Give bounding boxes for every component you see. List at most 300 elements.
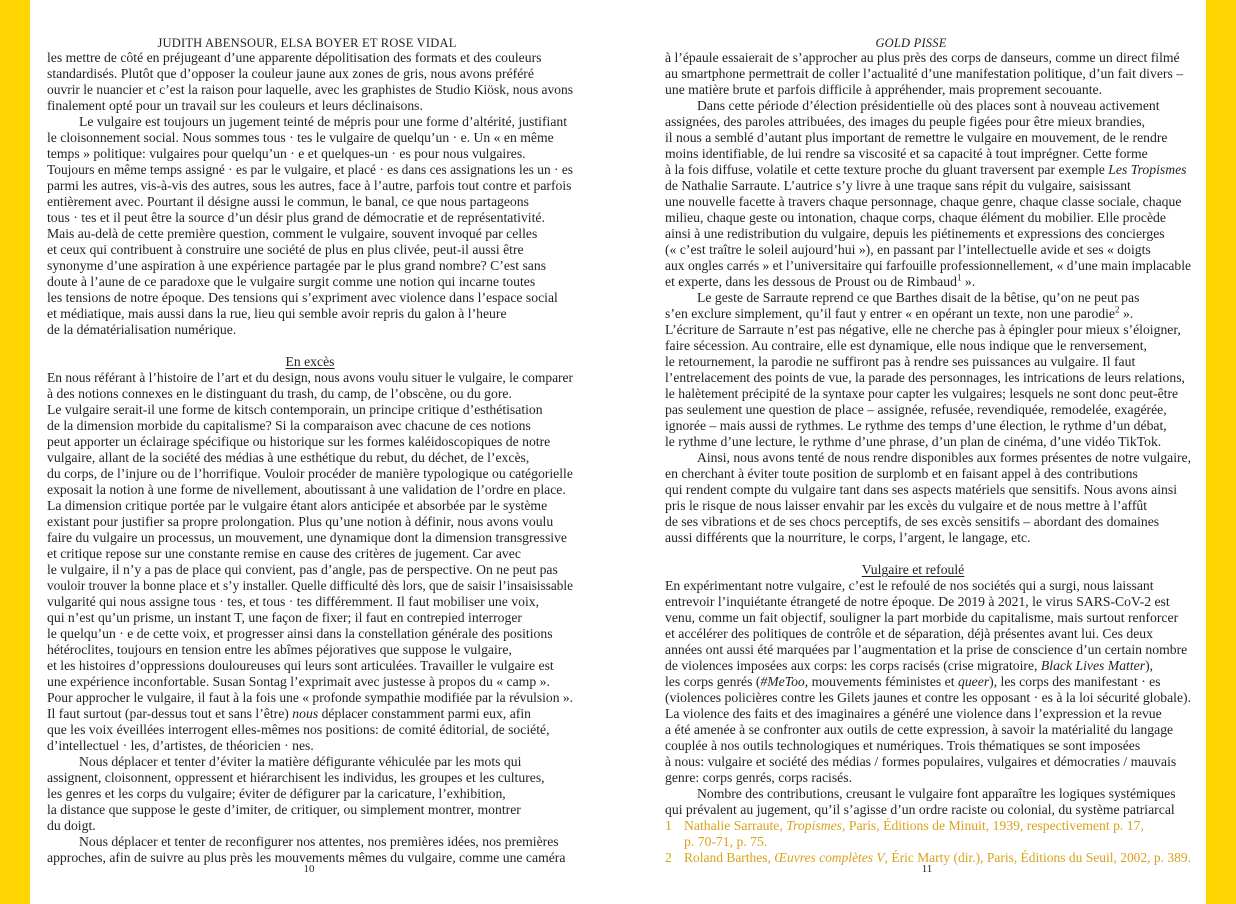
text-run: Le vulgaire est toujours un jugement teinté de mépris pour une forme d’altérité, justifiant [79, 114, 568, 129]
text-run: temps » politique: vulgaires pour quelqu’un · e et quelques-un · es pour nous vulgaires. [47, 146, 526, 161]
text-line [47, 210, 573, 226]
text-line [665, 162, 1191, 178]
text-run: Il faut surtout (par-dessus tout et sans l’être) [47, 706, 293, 721]
text-line-content [697, 290, 1139, 306]
text-line-content [47, 226, 537, 242]
text-line-content [665, 482, 1177, 498]
text-line [665, 226, 1191, 242]
text-line [47, 258, 573, 274]
italic-text-run: Black Lives Matter [1040, 658, 1146, 673]
text-run: vulgarité qui nous assigne tous · tes, et tous · tes différemment. Il faut mobiliser une voix, [47, 594, 540, 609]
text-line-content [665, 322, 1181, 338]
text-line [665, 642, 1191, 658]
text-run: Mais au-delà de cette première question, comment le vulgaire, souvent invoqué par celles [47, 226, 538, 241]
text-line [665, 450, 1191, 466]
text-run: le vulgaire, il n’y a pas de place qui convient, pas d’angle, pas de perspective. On ne peut pas [47, 562, 558, 577]
text-line-content [47, 818, 96, 834]
text-line-content [665, 114, 1145, 130]
text-line-content [47, 466, 573, 482]
text-line-content [665, 498, 1147, 514]
text-run: ), [1145, 658, 1154, 673]
text-line-content [47, 578, 573, 594]
text-line [47, 402, 573, 418]
text-line-content [697, 98, 1160, 114]
text-line [684, 834, 1191, 850]
text-line [665, 594, 1191, 610]
text-line [665, 706, 1191, 722]
text-run: le cloisonnement social. Nous sommes tous · tes le vulgaire de quelqu’un · e. Un « en même [47, 130, 554, 145]
text-run: approches, afin de suivre au plus près les mouvements mêmes du vulgaire, comme une caméra [47, 850, 566, 865]
text-line [47, 530, 573, 546]
text-line-content [47, 194, 529, 210]
paragraph [47, 754, 573, 834]
text-run: et médiatique, mais aussi dans la rue, lieu qui semble avoir repris du galon à l’heure [47, 306, 507, 321]
paragraph [47, 114, 573, 338]
text-run: le rythme d’une lecture, le rythme d’une phrase, d’un plan de cinéma, d’une vidéo TikTok. [665, 434, 1162, 449]
text-run: assignées, des paroles attribuées, des images du peuple figées pour être mieux brandies, [665, 114, 1146, 129]
text-run: assignent, cloisonnent, oppressent et hiérarchisent les individus, les groupes et les cultures, [47, 770, 545, 785]
text-line [47, 114, 573, 130]
text-line-content [665, 594, 1170, 610]
text-line [665, 418, 1191, 434]
text-line [665, 610, 1191, 626]
text-run: En nous référant à l’histoire de l’art et du design, nous avons voulu situer le vulgaire, le comparer [47, 370, 573, 385]
text-line-content [665, 530, 1031, 546]
right-running-head: GOLD PISSE [875, 36, 947, 50]
text-line [665, 754, 1191, 770]
text-line-content [47, 642, 512, 658]
text-line [47, 226, 573, 242]
text-run: ». [961, 274, 976, 289]
text-line [47, 82, 573, 98]
text-line-content [665, 402, 1167, 418]
footnotes [665, 818, 1191, 866]
text-line-content [665, 194, 1181, 210]
text-run: à des notions connexes en le distinguant du trash, du camp, de l’obscène, ou du gore. [47, 386, 512, 401]
text-line-content [665, 690, 1191, 706]
text-run: faire sécession. Au contraire, elle est dynamique, elle nous indique que le renversement, [665, 338, 1147, 353]
italic-text-run: Œuvres complètes V [774, 850, 885, 865]
text-line [665, 66, 1191, 82]
paragraph [665, 50, 1191, 98]
text-section [47, 50, 573, 338]
text-run: les corps genrés ( [665, 674, 761, 689]
text-line-content [47, 418, 531, 434]
text-run: pas seulement une question de place – assignée, refusée, revendiquée, remodelée, exagérée, [665, 402, 1167, 417]
text-line-content [665, 274, 975, 290]
text-line [665, 722, 1191, 738]
paragraph [665, 290, 1191, 450]
text-run: ), les corps des manifestant · es [989, 674, 1161, 689]
text-run: qui prévalent au jugement, qu’il s’agisse d’un ordre raciste ou colonial, du système patriarcal [665, 802, 1175, 817]
text-run: La dimension critique portée par le vulgaire étant alors anticipée et absorbée par le système [47, 498, 548, 513]
text-line-content [47, 322, 236, 338]
text-run: Dans cette période d’élection présidentielle où des places sont à nouveau activement [697, 98, 1160, 113]
text-line-content [47, 178, 572, 194]
text-line-content [47, 706, 531, 722]
text-run: ouvrir le nuancier et c’est la raison pour laquelle, avec les graphistes de Studio Kiösk, nous avons [47, 82, 573, 97]
text-line [47, 498, 573, 514]
text-line [47, 482, 573, 498]
text-line-content [665, 258, 1191, 274]
text-line-content [665, 466, 1138, 482]
footnote-number: 2 [665, 850, 672, 865]
text-line-content [665, 66, 1183, 82]
right-page-number: 11 [921, 863, 933, 875]
text-line-content [665, 578, 1154, 594]
text-line [47, 130, 573, 146]
text-line-content [47, 690, 573, 706]
right-yellow-page-edge [1206, 0, 1236, 904]
text-run: (« c’est traître le soleil aujourd’hui »), en passant par l’intellectuelle avide et ses « doigts [665, 242, 1151, 257]
text-line-content [665, 434, 1161, 450]
text-line-content [47, 242, 524, 258]
text-line-content [665, 802, 1175, 818]
text-run: le retournement, la parodie ne suffiront pas à rendre ses puissances au vulgaire. Il faut [665, 354, 1136, 369]
text-line-content [47, 370, 573, 386]
text-line-content [665, 386, 1178, 402]
text-line-content [665, 514, 1159, 530]
text-line-content [79, 834, 559, 850]
text-line-content [665, 370, 1185, 386]
text-line-content [47, 530, 567, 546]
right-page-body [665, 50, 1191, 866]
text-line-content [665, 418, 1167, 434]
text-run: de la dématérialisation numérique. [47, 322, 237, 337]
text-run: du corps, de l’injure ou de l’horrifique. Vouloir procéder de manière typologique ou catégorielle [47, 466, 573, 481]
text-line [665, 98, 1191, 114]
text-line-content [47, 306, 507, 322]
text-run: les genres et les corps du vulgaire; éviter de défigurer par la caricature, l’exhibition, [47, 786, 506, 801]
text-line [665, 530, 1191, 546]
text-line-content [79, 114, 567, 130]
text-line-content [665, 210, 1166, 226]
text-line [47, 418, 573, 434]
text-line [47, 818, 573, 834]
text-run: au smartphone permettrait de coller l’actualité d’une manifestation politique, d’un fait divers – [665, 66, 1184, 81]
text-run: finalement opté pour un travail sur les couleurs et leurs déclinaisons. [47, 98, 423, 113]
text-line [665, 130, 1191, 146]
text-line-content [665, 242, 1151, 258]
text-line-content [665, 338, 1147, 354]
text-line [665, 674, 1191, 690]
text-line-content [47, 434, 550, 450]
text-line [47, 738, 573, 754]
text-line-content [665, 82, 1102, 98]
text-run: couplée à nos outils technologiques et numériques. Trois thématiques se sont imposées [665, 738, 1141, 753]
text-line [47, 754, 573, 770]
text-run: vulgaire, allant de la société des médias à une esthétique du rebut, du déchet, de l’excès, [47, 450, 530, 465]
text-line-content [684, 818, 1144, 834]
text-line [665, 178, 1191, 194]
section-heading-text: Vulgaire et refoulé [861, 562, 965, 577]
text-line [47, 674, 573, 690]
italic-text-run: queer [957, 674, 990, 689]
text-line-content [665, 754, 1176, 770]
text-run: aux ongles carrés » et l’universitaire qui farfouille professionnellement, « d’une main implacable [665, 258, 1191, 273]
text-line-content [47, 594, 539, 610]
text-run: existant pour justifier sa propre prolongation. Plus qu’une notion à définir, nous avons voulu [47, 514, 554, 529]
text-line [665, 802, 1191, 818]
text-line [665, 274, 1191, 290]
text-line-content [665, 146, 1148, 162]
text-run: le halètement précipité de la syntaxe pour capter les vulgaires; lesquels ne sont donc peut-être [665, 386, 1179, 401]
text-run: hétéroclites, toujours en tension entre les abîmes péjoratives que suppose le vulgaire, [47, 642, 512, 657]
text-run: Roland Barthes, [684, 850, 775, 865]
text-run: L’écriture de Sarraute n’est pas négative, elle ne cherche pas à épingler pour mieux s’éloigner, [665, 322, 1181, 337]
text-line-content [47, 386, 512, 402]
text-line-content [47, 130, 554, 146]
text-line [47, 66, 573, 82]
text-line [665, 498, 1191, 514]
text-line [47, 450, 573, 466]
text-line-content [665, 610, 1178, 626]
text-run: Nous déplacer et tenter de reconfigurer nos attentes, nos premières idées, nos premières [79, 834, 559, 849]
text-line [47, 802, 573, 818]
text-line [665, 658, 1191, 674]
text-line-content [47, 610, 522, 626]
text-line [665, 626, 1191, 642]
text-line [665, 770, 1191, 786]
text-line [47, 274, 573, 290]
text-line-content [47, 514, 553, 530]
text-run: les tensions de notre époque. Des tensions qui s’expriment avec violence dans l’espace social [47, 290, 558, 305]
text-section [47, 354, 573, 866]
text-line-content [697, 450, 1191, 466]
text-line [665, 786, 1191, 802]
text-line [665, 354, 1191, 370]
text-run: et accélérer des politiques de contrôle et de séparation, déjà présentes avant lui. Ces deux [665, 626, 1153, 641]
text-run: ignorée – mais aussi de rythmes. Le rythme des temps d’une élection, le rythme d’un débat, [665, 418, 1167, 433]
text-run: à nous: vulgaire et société des médias / formes populaires, vulgaires et démocraties / mauvais [665, 754, 1177, 769]
text-line [47, 386, 573, 402]
text-run: une matière brute et parfois difficile à appréhender, mais proprement secouante. [665, 82, 1103, 97]
text-line [47, 370, 573, 386]
text-line-content [47, 802, 521, 818]
text-run: tous · tes et il peut être la source d’un désir plus grand de démocratie et de représentativité. [47, 210, 545, 225]
text-run: , Éric Marty (dir.), Paris, Éditions du Seuil, 2002, p. 389. [884, 850, 1191, 865]
text-line [47, 466, 573, 482]
text-line [684, 818, 1191, 834]
text-run: standardisés. Plutôt que d’opposer la couleur jaune aux zones de gris, nous avons préféré [47, 66, 534, 81]
text-line [47, 594, 573, 610]
text-run: moins identifiable, de lui rendre sa viscosité et sa capacité à tout imprégner. Cette forme [665, 146, 1148, 161]
text-run: de violences imposées aux corps: les corps racisés (crise migratoire, [665, 658, 1041, 673]
text-run: parmi les autres, vis-à-vis des autres, sous les autres, face à l’autre, parfois tout contre et parfois [47, 178, 572, 193]
text-line-content [665, 50, 1180, 66]
text-line-content [47, 786, 506, 802]
text-run: pris le risque de nous laisser envahir par les excès du vulgaire et de nous mettre à l’affût [665, 498, 1148, 513]
text-run: entrevoir l’inquiétante étrangeté de notre époque. De 2019 à 2021, le virus SARS-CoV-2 est [665, 594, 1170, 609]
text-line [665, 210, 1191, 226]
text-run: faire du vulgaire un processus, un mouvement, une dynamique dont la dimension transgressive [47, 530, 568, 545]
text-line [47, 194, 573, 210]
text-run: et critique repose sur une constante remise en cause des critères de jugement. Car avec [47, 546, 521, 561]
text-line-content [47, 274, 535, 290]
text-run: de la dimension morbide du capitalisme? Si la comparaison avec chacune de ces notions [47, 418, 531, 433]
text-run: exposait la notion à une forme de nivellement, aboutissant à une validation de l’ordre en place. [47, 482, 566, 497]
text-run: qui n’est qu’un prisme, un instant T, une façon de fixer; il faut en contrepied interroger [47, 610, 522, 625]
text-section [665, 50, 1191, 546]
text-run: Nous déplacer et tenter d’éviter la matière défigurante véhiculée par les mots qui [79, 754, 522, 769]
text-run: Nombre des contributions, creusant le vulgaire font apparaître les logiques systémiques [697, 786, 1176, 801]
text-line-content [665, 162, 1187, 178]
section-heading [665, 562, 1191, 578]
text-line-content [665, 674, 1161, 690]
text-line-content [47, 658, 554, 674]
text-line [47, 146, 573, 162]
text-run: Le vulgaire serait-il une forme de kitsch contemporain, un principe critique d’esthétisation [47, 402, 543, 417]
text-line [665, 306, 1191, 322]
footnote-reference: 2 [1115, 304, 1120, 315]
text-line [665, 466, 1191, 482]
text-run: vouloir trouver la bonne place et s’y installer. Quelle difficulté dès lors, que de saisir l’insaisissable [47, 578, 573, 593]
text-line [665, 82, 1191, 98]
text-line-content [47, 82, 573, 98]
text-line [47, 626, 573, 642]
text-line-content [47, 50, 541, 66]
text-line-content [47, 674, 550, 690]
text-line-content [47, 98, 423, 114]
paragraph [665, 450, 1191, 546]
text-line-content [47, 210, 545, 226]
text-run: peut apporter un éclairage spécifique ou historique sur les formes kaléidoscopiques de notre [47, 434, 551, 449]
paragraph [665, 578, 1191, 786]
text-line [665, 338, 1191, 354]
text-run: entièrement avec. Pourtant il désigne aussi le commun, le banal, ce que nous partageons [47, 194, 529, 209]
text-line [665, 514, 1191, 530]
text-line [665, 402, 1191, 418]
text-run: du doigt. [47, 818, 96, 833]
text-run: en cherchant à éviter toute position de surplomb et en faisant appel à des contributions [665, 466, 1138, 481]
text-line [665, 290, 1191, 306]
text-line-content [47, 562, 558, 578]
text-line-content [665, 706, 1162, 722]
text-run: le quelqu’un · e de cette voix, et progresser ainsi dans la constellation générale des positions [47, 626, 553, 641]
text-line-content [665, 626, 1153, 642]
text-line-content [47, 546, 521, 562]
text-line [47, 306, 573, 322]
text-run: une expérience inconfortable. Susan Sontag l’exprimait avec justesse à propos du « camp ». [47, 674, 550, 689]
text-line-content [47, 258, 546, 274]
text-line-content [665, 178, 1131, 194]
text-run: doute à l’aune de ce paradoxe que le vulgaire surgit comme une notion qui incarne toutes [47, 274, 536, 289]
text-line [665, 322, 1191, 338]
text-line-content [47, 402, 543, 418]
text-line [47, 722, 573, 738]
text-line-content [47, 722, 550, 738]
left-running-head: JUDITH ABENSOUR, ELSA BOYER ET ROSE VIDAL [157, 36, 457, 50]
text-run: a été amenée à se confronter aux outils de cette expression, à savoir la matérialité du langage [665, 722, 1174, 737]
text-line [665, 242, 1191, 258]
text-line [47, 690, 573, 706]
text-line [665, 258, 1191, 274]
text-run: à l’épaule essaierait de s’approcher au plus près des corps de danseurs, comme un direct filmé [665, 50, 1180, 65]
text-line-content [665, 642, 1187, 658]
text-run: Pour approcher le vulgaire, il faut à la fois une « profonde sympathie modifiée par la révulsion ». [47, 690, 573, 705]
text-run: de Nathalie Sarraute. L’autrice s’y livre à une traque sans répit du vulgaire, saisissant [665, 178, 1131, 193]
text-run: ainsi à une redistribution du vulgaire, depuis les piétinements et expressions des concierges [665, 226, 1165, 241]
text-run: La violence des faits et des imaginaires a généré une violence dans l’expression et la revue [665, 706, 1162, 721]
footnote-number: 1 [665, 818, 672, 833]
text-run: genre: corps genrés, corps racisés. [665, 770, 852, 785]
text-line [665, 578, 1191, 594]
text-run: Ainsi, nous avons tenté de nous rendre disponibles aux formes présentes de notre vulgaire, [697, 450, 1191, 465]
text-run: et ceux qui contribuent à construire une société de plus en plus clivée, peut-il aussi être [47, 242, 524, 257]
text-run: d’intellectuel · les, d’artistes, de théoricien · nes. [47, 738, 314, 753]
italic-text-run: Tropismes [786, 818, 843, 833]
left-yellow-page-edge [0, 0, 30, 904]
footnote-text [684, 818, 1191, 850]
text-line-content [47, 290, 558, 306]
text-line-content [665, 722, 1173, 738]
text-run: aussi différents que la nourriture, le corps, l’argent, le langage, etc. [665, 530, 1031, 545]
text-line-content [697, 786, 1176, 802]
text-line-content [47, 162, 573, 178]
text-run: déplacer constamment parmi eux, afin [318, 706, 531, 721]
text-line-content [665, 770, 852, 786]
text-line-content [47, 146, 526, 162]
text-section [665, 562, 1191, 818]
text-run: une nouvelle facette à travers chaque personnage, chaque genre, chaque classe sociale, chaque [665, 194, 1182, 209]
text-line-content [665, 354, 1135, 370]
text-run: p. 70-71, p. 75. [684, 834, 768, 849]
text-run: Toujours en même temps assigné · es par le vulgaire, et placé · es dans ces assignations les un · es [47, 162, 573, 177]
text-run: l’entrelacement des points de vue, la parade des personnages, les intrications de leurs relations, [665, 370, 1185, 385]
text-run: (violences policières contre les Gilets jaunes et contre les opposant · es à la loi sécurité globale). [665, 690, 1191, 705]
text-run: années ont aussi été marquées par l’augmentation et la prise de conscience d’un certain nombre [665, 642, 1188, 657]
italic-text-run: nous [292, 706, 319, 721]
text-line [665, 194, 1191, 210]
italic-text-run: Les Tropismes [1108, 162, 1187, 177]
text-run: les mettre de côté en préjugeant d’une apparente dépolitisation des formats et des couleurs [47, 50, 542, 65]
text-line [665, 370, 1191, 386]
text-run: et experte, dans les dessous de Proust ou de Rimbaud [665, 274, 957, 289]
text-line-content [665, 658, 1153, 674]
text-run: qui rendent compte du vulgaire tant dans ses aspects matériels que sensitifs. Nous avons ainsi [665, 482, 1178, 497]
text-line-content [47, 626, 553, 642]
footnote-reference: 1 [956, 272, 962, 283]
text-run: synonyme d’une aspiration à une expérience partagée par le plus grand nombre? C’est sans [47, 258, 547, 273]
text-run: s’en exclure simplement, qu’il faut y entrer « en opérant un texte, non une parodie [665, 306, 1116, 321]
text-run: ». [1119, 306, 1134, 321]
text-run: de ses vibrations et de ses chocs perceptifs, de ses excès sensitifs – abordant des domaines [665, 514, 1160, 529]
left-page-number: 10 [303, 863, 315, 875]
text-run: Nathalie Sarraute, [684, 818, 787, 833]
text-line [47, 290, 573, 306]
text-run: et les histoires d’oppressions douloureuses qui leurs sont articulées. Travailler le vulgaire est [47, 658, 554, 673]
text-line-content [665, 226, 1165, 242]
footnote [665, 818, 1191, 850]
text-line [47, 178, 573, 194]
section-heading-text: En excès [285, 354, 335, 369]
text-line [665, 434, 1191, 450]
text-run: il nous a semblé d’autant plus important de remettre le vulgaire en mouvement, de le rendre [665, 130, 1168, 145]
text-line [47, 50, 573, 66]
paragraph [665, 98, 1191, 290]
text-line-content [47, 738, 314, 754]
text-line [47, 434, 573, 450]
text-line-content [665, 738, 1140, 754]
paragraph [665, 786, 1191, 818]
text-line [665, 738, 1191, 754]
text-line [47, 786, 573, 802]
text-line-content [665, 306, 1133, 322]
italic-text-run: #MeToo [760, 674, 805, 689]
text-line-content [665, 130, 1167, 146]
text-line [47, 658, 573, 674]
text-run: milieu, chaque geste ou intonation, chaque corps, chaque élément du mobilier. Elle procède [665, 210, 1166, 225]
